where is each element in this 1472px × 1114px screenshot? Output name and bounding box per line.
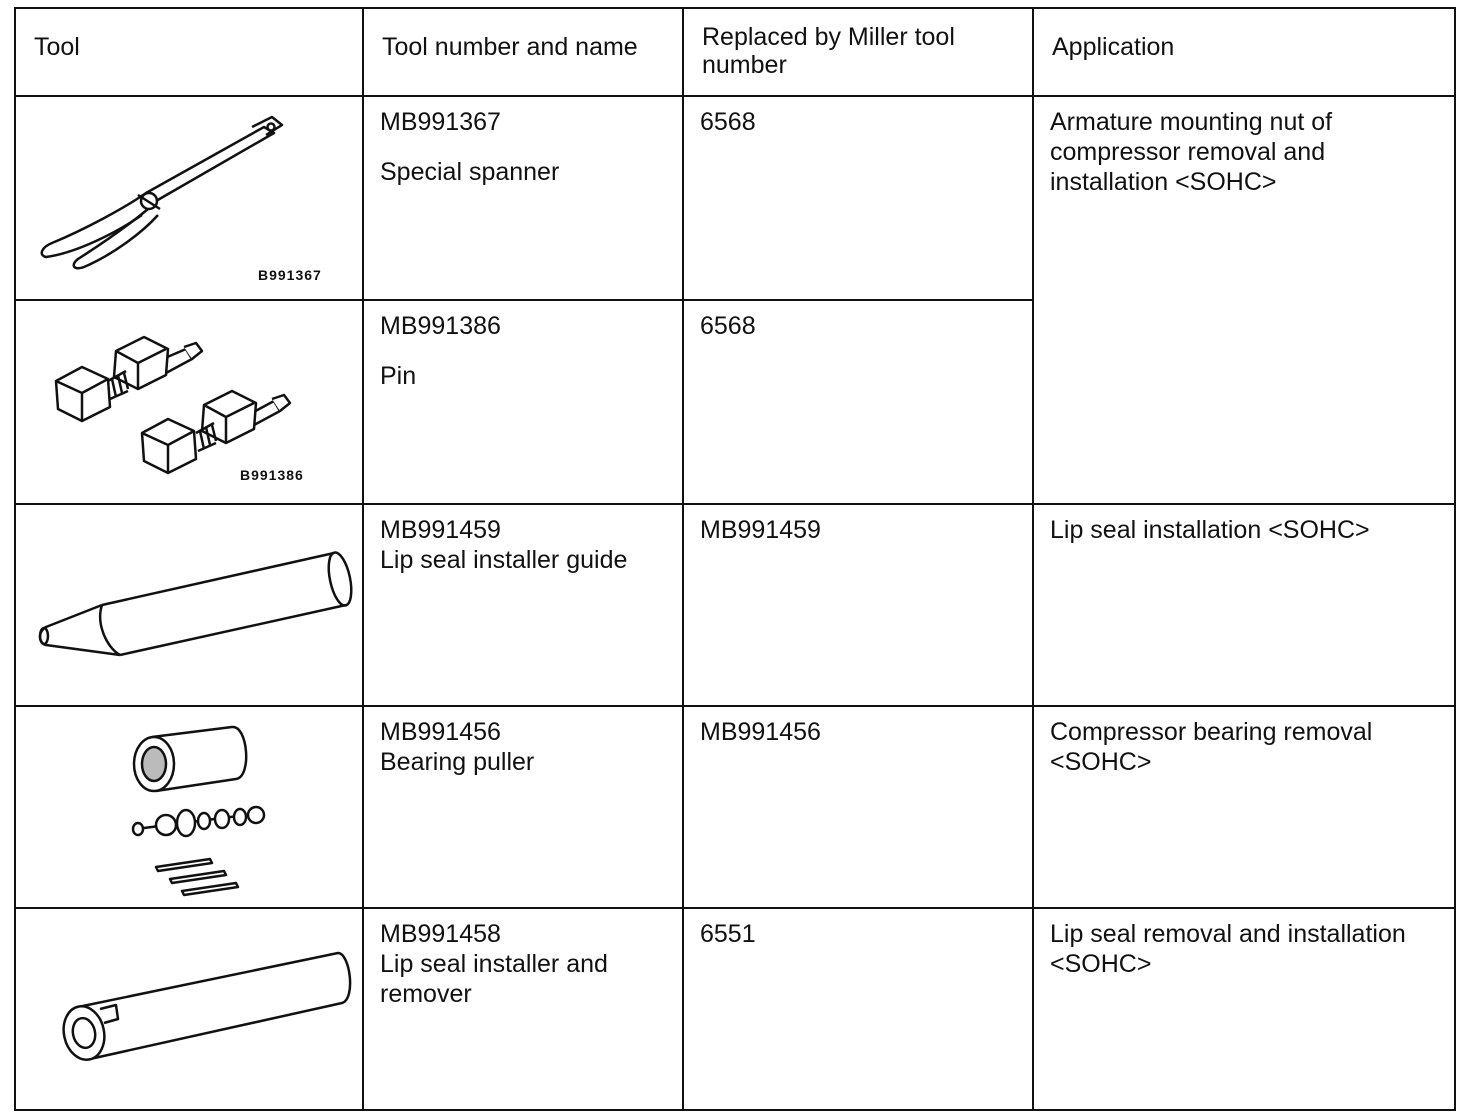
miller-tool-number: 6551 xyxy=(700,920,756,948)
miller-number-cell xyxy=(683,96,1033,300)
miller-tool-number: MB991456 xyxy=(700,718,821,746)
tool-number: MB991456 xyxy=(380,718,501,746)
tool-number: MB991458 xyxy=(380,920,501,948)
header-tool xyxy=(15,8,363,96)
tool-number-name-cell xyxy=(363,908,683,1110)
tool-name: Pin xyxy=(380,362,417,390)
header-tool-number-name xyxy=(363,8,683,96)
miller-tool-number: 6568 xyxy=(700,108,756,136)
lip-seal-installer-guide-icon xyxy=(16,505,362,705)
application-text: Lip seal installation <SOHC> xyxy=(1050,516,1370,544)
tool-image-code: B991386 xyxy=(240,467,304,483)
miller-number-cell xyxy=(683,908,1033,1110)
tool-name: Lip seal installer and remover xyxy=(380,950,608,1008)
tool-number-name-cell xyxy=(363,504,683,706)
tool-number: MB991386 xyxy=(380,312,501,340)
application-text: Compressor bearing removal <SOHC> xyxy=(1050,718,1373,776)
tool-image-code: B991367 xyxy=(258,267,322,283)
tool-number-name-cell xyxy=(363,706,683,908)
application-cell xyxy=(1033,96,1455,504)
table-row xyxy=(15,706,1455,908)
table-row xyxy=(15,504,1455,706)
tool-illustration-cell xyxy=(15,908,363,1110)
header-tool-number-name-label: Tool number and name xyxy=(382,33,638,61)
table-row xyxy=(15,908,1455,1110)
miller-number-cell xyxy=(683,706,1033,908)
header-replaced-by-label: Replaced by Miller tool number xyxy=(702,23,955,79)
application-cell xyxy=(1033,504,1455,706)
miller-tool-number: MB991459 xyxy=(700,516,821,544)
tool-name: Lip seal installer guide xyxy=(380,546,628,574)
header-application xyxy=(1033,8,1455,96)
header-replaced-by xyxy=(683,8,1033,96)
header-application-label: Application xyxy=(1052,33,1175,61)
application-cell xyxy=(1033,706,1455,908)
miller-number-cell xyxy=(683,300,1033,504)
tool-illustration-cell xyxy=(15,706,363,908)
special-tools-table xyxy=(14,7,1456,1111)
tool-name: Special spanner xyxy=(380,158,560,186)
tool-name: Bearing puller xyxy=(380,748,535,776)
header-tool-label: Tool xyxy=(34,33,80,61)
tool-number-name-cell xyxy=(363,300,683,504)
tool-illustration-cell xyxy=(15,300,363,504)
application-text: Lip seal removal and installation <SOHC> xyxy=(1050,920,1406,978)
table-header-row xyxy=(15,8,1455,96)
tool-illustration-cell xyxy=(15,504,363,706)
application-text: Armature mounting nut of compressor removal and installation <SOHC> xyxy=(1050,108,1333,196)
tool-number: MB991459 xyxy=(380,516,501,544)
pin-icon xyxy=(16,301,362,503)
miller-tool-number: 6568 xyxy=(700,312,756,340)
miller-number-cell xyxy=(683,504,1033,706)
tool-illustration-cell xyxy=(15,96,363,300)
table-row xyxy=(15,96,1455,300)
tool-number: MB991367 xyxy=(380,108,501,136)
bearing-puller-icon xyxy=(16,707,362,907)
lip-seal-installer-remover-icon xyxy=(16,909,362,1109)
application-cell xyxy=(1033,908,1455,1110)
tool-number-name-cell xyxy=(363,96,683,300)
